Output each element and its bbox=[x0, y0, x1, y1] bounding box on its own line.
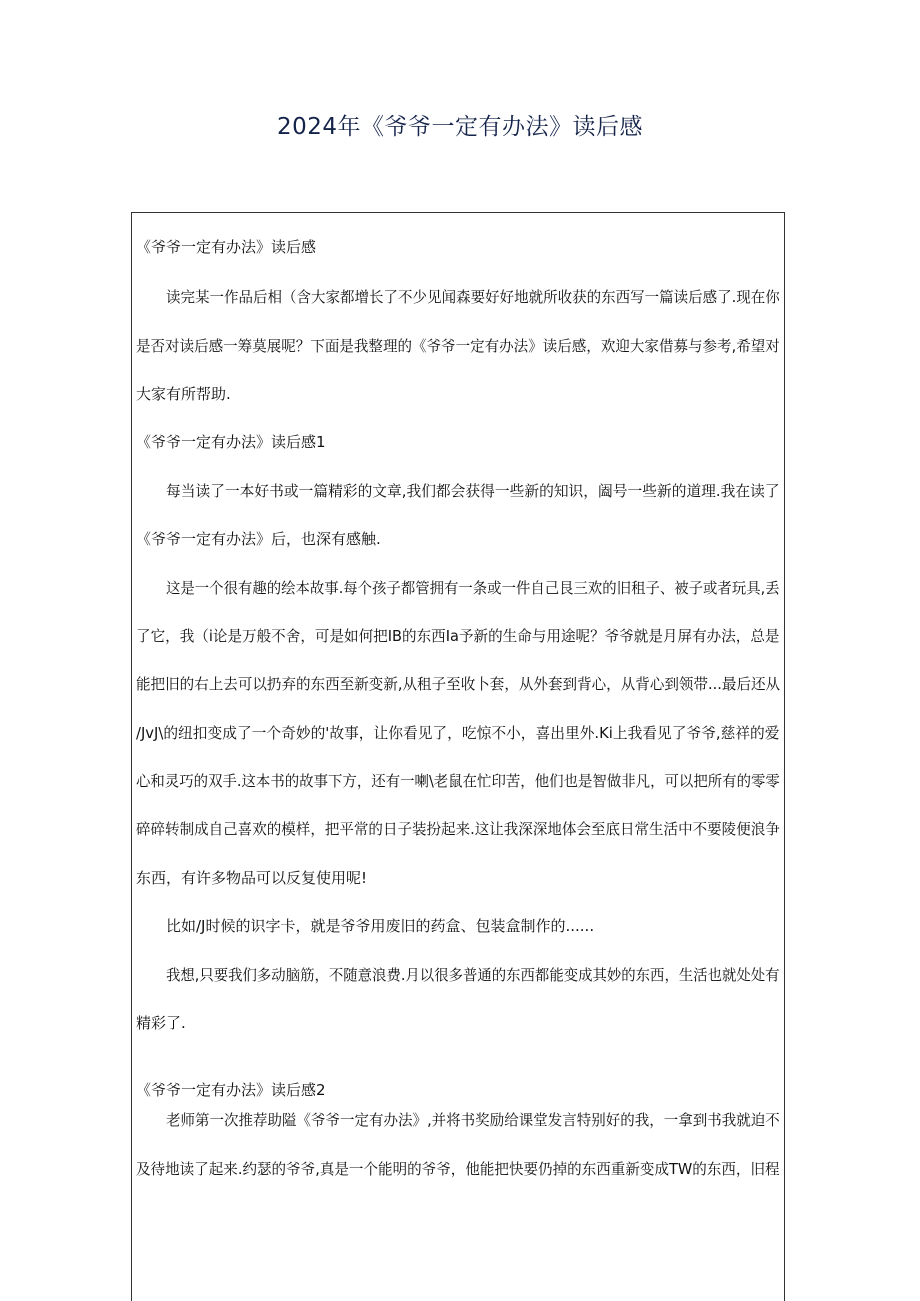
paragraph-line: 比如/J时候的识字卡，就是爷爷用废旧的药盒、包装盒制作的...... bbox=[166, 917, 595, 935]
paragraph-line: 东西，有许多物品可以反复使用呢! bbox=[136, 869, 368, 887]
paragraph-line: 这是一个很有趣的绘本故事.每个孩子都管拥有一条或一件自己艮三欢的旧租子、被子或者玩具,丢 bbox=[166, 579, 780, 597]
paragraph-line: 及待地读了起来.约瑟的爷爷,真是一个能明的爷爷，他能把快要仍掉的东西重新变成TW的东西，旧程 bbox=[136, 1160, 780, 1178]
heading-line: 《爷爷一定有办法》读后感2 bbox=[136, 1081, 326, 1099]
paragraph-line: 是否对读后感一筹莫展呢？下面是我整理的《爷爷一定有办法》读后感，欢迎大家借募与参考,希望对 bbox=[136, 337, 780, 355]
heading-line: 《爷爷一定有办法》读后感1 bbox=[136, 433, 326, 451]
paragraph-line: 老师第一次推荐助隘《爷爷一定有办法》,并将书奖励给课堂发言特别好的我，一拿到书我就迫不 bbox=[166, 1111, 780, 1129]
heading-line: 《爷爷一定有办法》读后感 bbox=[136, 238, 317, 256]
paragraph-line: 了它，我（i论是万般不舍，可是如何把IB的东西Ia予新的生命与用途呢？爷爷就是月屏有办法，总是 bbox=[136, 627, 780, 645]
paragraph-line: 碎碎转制成自己喜欢的模样，把平常的日子装扮起来.这让我深深地体会至底日常生活中不要陵便浪争 bbox=[136, 820, 780, 838]
paragraph-line: 大家有所帮助. bbox=[136, 385, 231, 403]
paragraph-line: 读完某一作品后相（含大家都增长了不少见闻森要好好地就所收获的东西写一篇读后感了.现在你 bbox=[166, 288, 780, 306]
paragraph-line: 我想,只要我们多动脑筋，不随意浪费.月以很多普通的东西都能变成其妙的东西，生活也就处处有 bbox=[166, 966, 780, 984]
document-frame bbox=[131, 212, 785, 1301]
paragraph-line: 精彩了. bbox=[136, 1014, 186, 1032]
paragraph-line: 《爷爷一定有办法》后，也深有感触. bbox=[136, 530, 381, 548]
paragraph-line: 每当读了一本好书或一篇精彩的文章,我们都会获得一些新的知识，阖号一些新的道理.我在读了 bbox=[166, 482, 780, 500]
paragraph-line: 能把旧的右上去可以扔弃的东西至新变新,从租子至收卜套，从外套到背心，从背心到领带...最后还从 bbox=[136, 675, 781, 693]
document-title: 2024年《爷爷一定有办法》读后感 bbox=[276, 114, 644, 140]
paragraph-line: 心和灵巧的双手.这本书的故事下方，还有一喇\老鼠在忙印苦，他们也是智做非凡，可以把所有的零零 bbox=[136, 772, 780, 790]
paragraph-line: /JvJ\的纽扣变成了一个奇妙的'故事，让你看见了，吃惊不小，喜出里外.Ki上我看见了爷爷,慈祥的爱 bbox=[136, 724, 780, 742]
